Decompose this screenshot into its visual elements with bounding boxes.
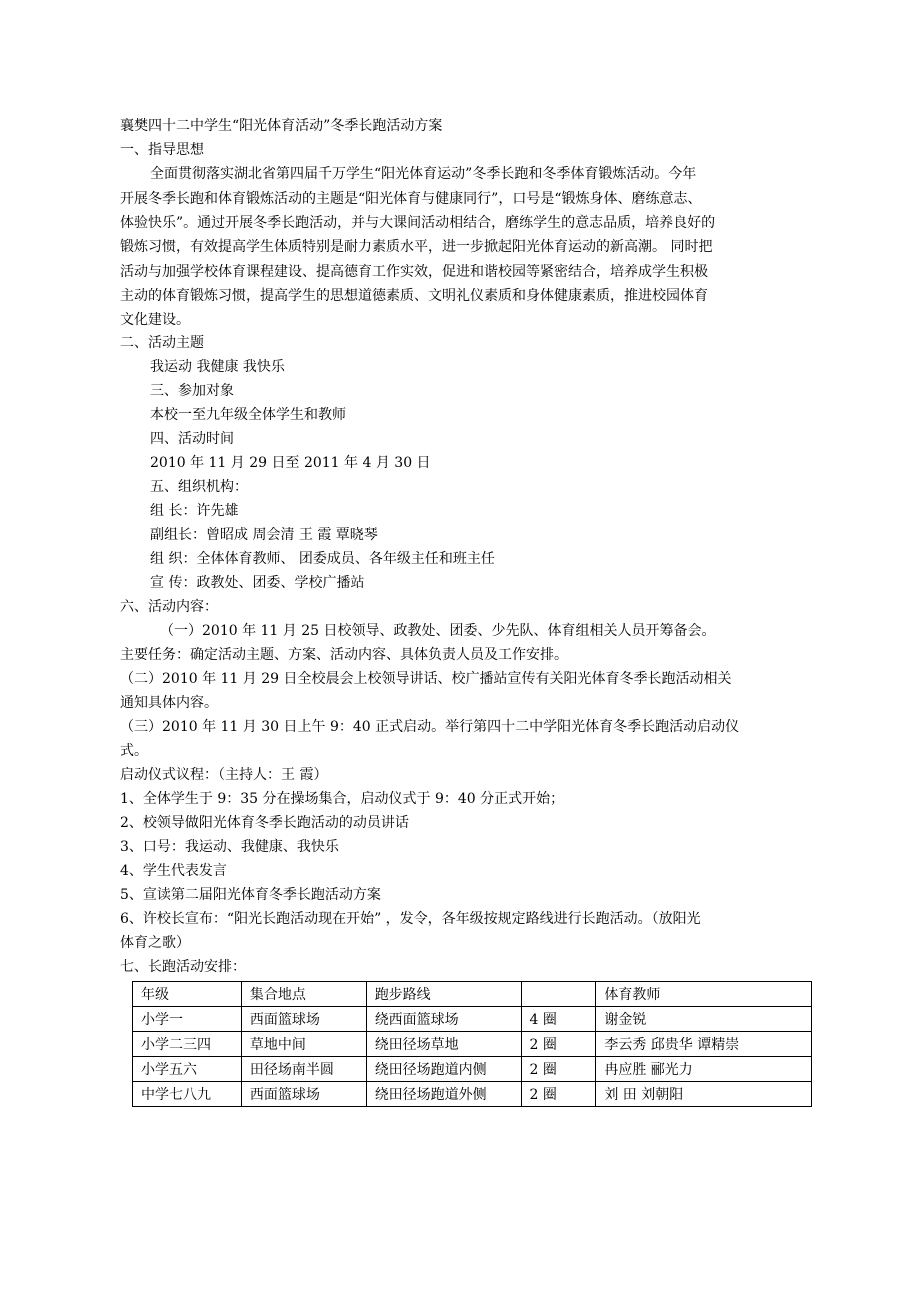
cell-teachers: 冉应胜 郦光力 xyxy=(596,1057,812,1082)
agenda-step: 3、口号：我运动、我健康、我快乐 xyxy=(120,839,339,855)
agenda-step: 5、宣读第二届阳光体育冬季长跑活动方案 xyxy=(120,887,381,903)
cell-grade: 小学五六 xyxy=(133,1057,242,1082)
header-teachers: 体育教师 xyxy=(596,982,812,1007)
agenda-step: 6、许校长宣布：“阳光长跑活动现在开始” ，发令，各年级按规定路线进行长跑活动。（放阳光 xyxy=(120,911,701,927)
cell-route: 绕田径场跑道内侧 xyxy=(366,1057,521,1082)
schedule-table xyxy=(132,981,812,1107)
cell-location: 西面篮球场 xyxy=(241,1007,366,1032)
section-5-heading: 五、组织机构： xyxy=(150,479,248,495)
cell-location: 田径场南半圆 xyxy=(241,1057,366,1082)
activity-item-1: （一）2010 年 11 月 25 日校领导、政教处、团委、少先队、体育组相关人员开筹备会。 xyxy=(160,623,716,639)
cell-route: 绕西面篮球场 xyxy=(366,1007,521,1032)
table-row xyxy=(133,1057,812,1082)
section-6-heading: 六、活动内容： xyxy=(120,599,218,615)
cell-laps: 2 圈 xyxy=(521,1057,596,1082)
section-4-text: 2010 年 11 月 29 日至 2011 年 4 月 30 日 xyxy=(150,455,431,471)
section-3-heading: 三、参加对象 xyxy=(150,383,234,399)
cell-location: 草地中间 xyxy=(241,1032,366,1057)
cell-route: 绕田径场草地 xyxy=(366,1032,521,1057)
activity-item-2-cont: 通知具体内容。 xyxy=(120,695,218,711)
section-1-line: 全面贯彻落实湖北省第四届千万学生“阳光体育运动”冬季长跑和冬季体育锻炼活动。今年 xyxy=(150,166,697,182)
section-1-line: 活动与加强学校体育课程建设、提高德育工作实效，促进和谐校园等紧密结合，培养成学生积极 xyxy=(120,264,708,280)
cell-teachers: 李云秀 邱贵华 谭精崇 xyxy=(596,1032,812,1057)
cell-grade: 中学七八九 xyxy=(133,1082,242,1107)
document-title: 襄樊四十二中学生“阳光体育活动”冬季长跑活动方案 xyxy=(120,118,443,134)
section-1-line: 锻炼习惯，有效提高学生体质特别是耐力素质水平，进一步掀起阳光体育运动的新高潮。 同时把 xyxy=(120,239,713,255)
cell-laps: 2 圈 xyxy=(521,1032,596,1057)
org-organize: 组 织：全体体育教师、 团委成员、各年级主任和班主任 xyxy=(150,551,495,567)
table-row xyxy=(133,1082,812,1107)
org-deputy: 副组长：曾昭成 周会清 王 霞 覃晓琴 xyxy=(150,527,378,543)
section-4-heading: 四、活动时间 xyxy=(150,431,234,447)
cell-teachers: 刘 田 刘朝阳 xyxy=(596,1082,812,1107)
cell-location: 西面篮球场 xyxy=(241,1082,366,1107)
agenda-step: 1、全体学生于 9：35 分在操场集合，启动仪式于 9：40 分正式开始； xyxy=(120,791,565,807)
table-header-row xyxy=(133,982,812,1007)
section-2-heading: 二、活动主题 xyxy=(120,335,204,351)
header-route: 跑步路线 xyxy=(366,982,521,1007)
section-3-text: 本校一至九年级全体学生和教师 xyxy=(150,407,346,423)
main-task: 主要任务：确定活动主题、方案、活动内容、具体负责人员及工作安排。 xyxy=(120,647,568,663)
activity-item-3-cont: 式。 xyxy=(120,743,148,759)
agenda-step: 4、学生代表发言 xyxy=(120,863,227,879)
activity-item-3: （三）2010 年 11 月 30 日上午 9：40 正式启动。举行第四十二中学阳光体育冬季长跑活动启动仪 xyxy=(120,719,740,735)
org-publicity: 宣 传：政教处、团委、学校广播站 xyxy=(150,575,365,591)
section-1-heading: 一、指导思想 xyxy=(120,142,204,158)
cell-route: 绕田径场跑道外侧 xyxy=(366,1082,521,1107)
section-7-heading: 七、长跑活动安排： xyxy=(120,959,246,975)
ceremony-agenda: 启动仪式议程：（主持人：王 霞） xyxy=(120,767,328,783)
org-leader: 组 长：许先雄 xyxy=(150,503,239,519)
header-location: 集合地点 xyxy=(241,982,366,1007)
cell-grade: 小学二三四 xyxy=(133,1032,242,1057)
section-1-line: 文化建设。 xyxy=(120,312,190,328)
activity-item-2: （二）2010 年 11 月 29 日全校晨会上校领导讲话、校广播站宣传有关阳光体育冬季长跑活动相关 xyxy=(120,671,732,687)
cell-laps: 2 圈 xyxy=(521,1082,596,1107)
cell-teachers: 谢金锐 xyxy=(596,1007,812,1032)
cell-grade: 小学一 xyxy=(133,1007,242,1032)
section-1-line: 开展冬季长跑和体育锻炼活动的主题是“阳光体育与健康同行”，口号是“锻炼身体、磨练意志、 xyxy=(120,191,702,207)
section-2-text: 我运动 我健康 我快乐 xyxy=(150,359,285,375)
cell-laps: 4 圈 xyxy=(521,1007,596,1032)
section-1-line: 主动的体育锻炼习惯，提高学生的思想道德素质、文明礼仪素质和身体健康素质，推进校园体育 xyxy=(120,288,708,304)
section-1-line: 体验快乐”。通过开展冬季长跑活动，并与大课间活动相结合，磨练学生的意志品质，培养良好的 xyxy=(120,215,716,231)
agenda-step-cont: 体育之歌） xyxy=(120,935,190,951)
header-grade: 年级 xyxy=(133,982,242,1007)
header-laps xyxy=(521,982,596,1007)
table-row xyxy=(133,1007,812,1032)
table-row xyxy=(133,1032,812,1057)
agenda-step: 2、校领导做阳光体育冬季长跑活动的动员讲话 xyxy=(120,815,409,831)
